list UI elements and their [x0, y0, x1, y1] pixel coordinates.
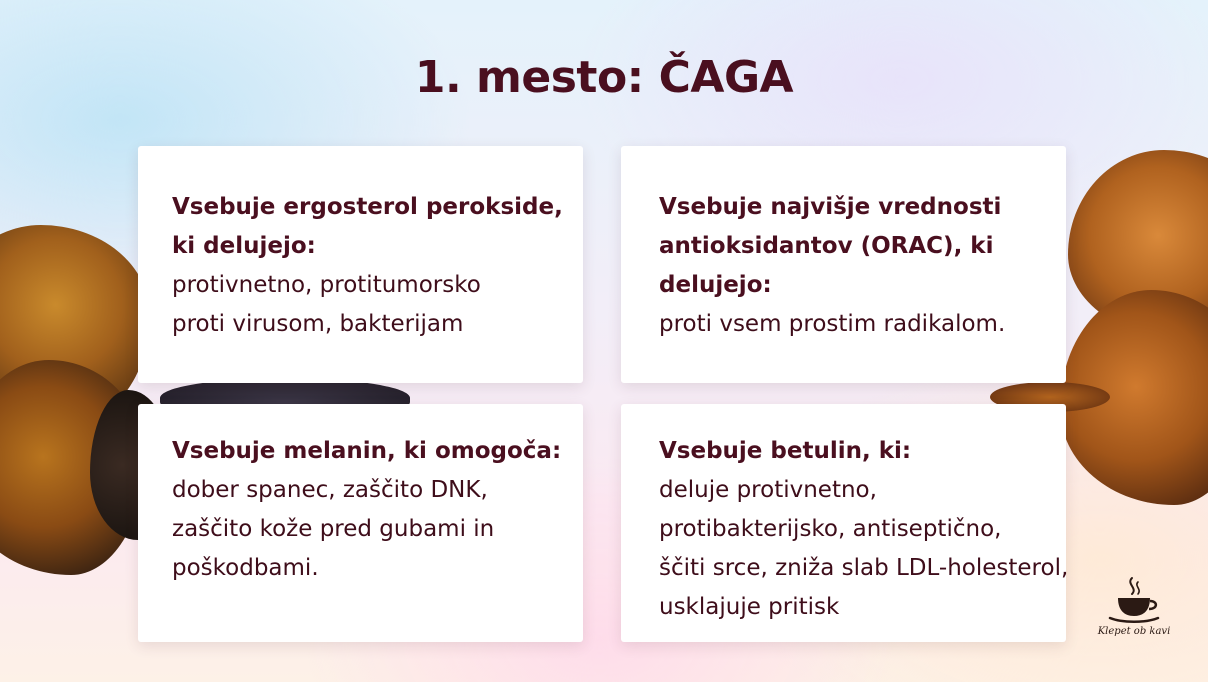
card-body-line: protivnetno, protitumorsko — [172, 272, 481, 298]
card-betulin — [621, 404, 1069, 642]
card-heading-line: Vsebuje melanin, ki omogoča: — [172, 438, 562, 464]
card-body-line: dober spanec, zaščito DNK, — [172, 477, 488, 503]
card-body-line: poškodbami. — [172, 555, 319, 581]
card-ergosterol — [138, 146, 583, 383]
card-heading-line: Vsebuje ergosterol perokside, — [172, 194, 563, 220]
card-heading-line: ki delujejo: — [172, 233, 316, 259]
card-body-line: proti virusom, bakterijam — [172, 311, 464, 337]
logo-text: Klepet ob kavi — [1097, 626, 1171, 637]
card-antioxidants — [621, 146, 1066, 383]
card-body-line: usklajuje pritisk — [659, 594, 840, 620]
card-body-line: proti vsem prostim radikalom. — [659, 311, 1006, 337]
card-heading-line: delujejo: — [659, 272, 772, 298]
card-heading-line: antioksidantov (ORAC), ki — [659, 233, 994, 259]
card-heading-line: Vsebuje betulin, ki: — [659, 438, 912, 464]
page-title: 1. mesto: ČAGA — [414, 52, 794, 103]
coffee-cup-icon — [1106, 576, 1162, 624]
card-body-line: protibakterijsko, antiseptično, — [659, 516, 1002, 542]
logo — [1094, 576, 1174, 646]
card-melanin — [138, 404, 583, 642]
card-heading-line: Vsebuje najvišje vrednosti — [659, 194, 1002, 220]
card-body-line: ščiti srce, zniža slab LDL-holesterol, — [659, 555, 1069, 581]
card-body-line: deluje protivnetno, — [659, 477, 877, 503]
card-body-line: zaščito kože pred gubami in — [172, 516, 495, 542]
